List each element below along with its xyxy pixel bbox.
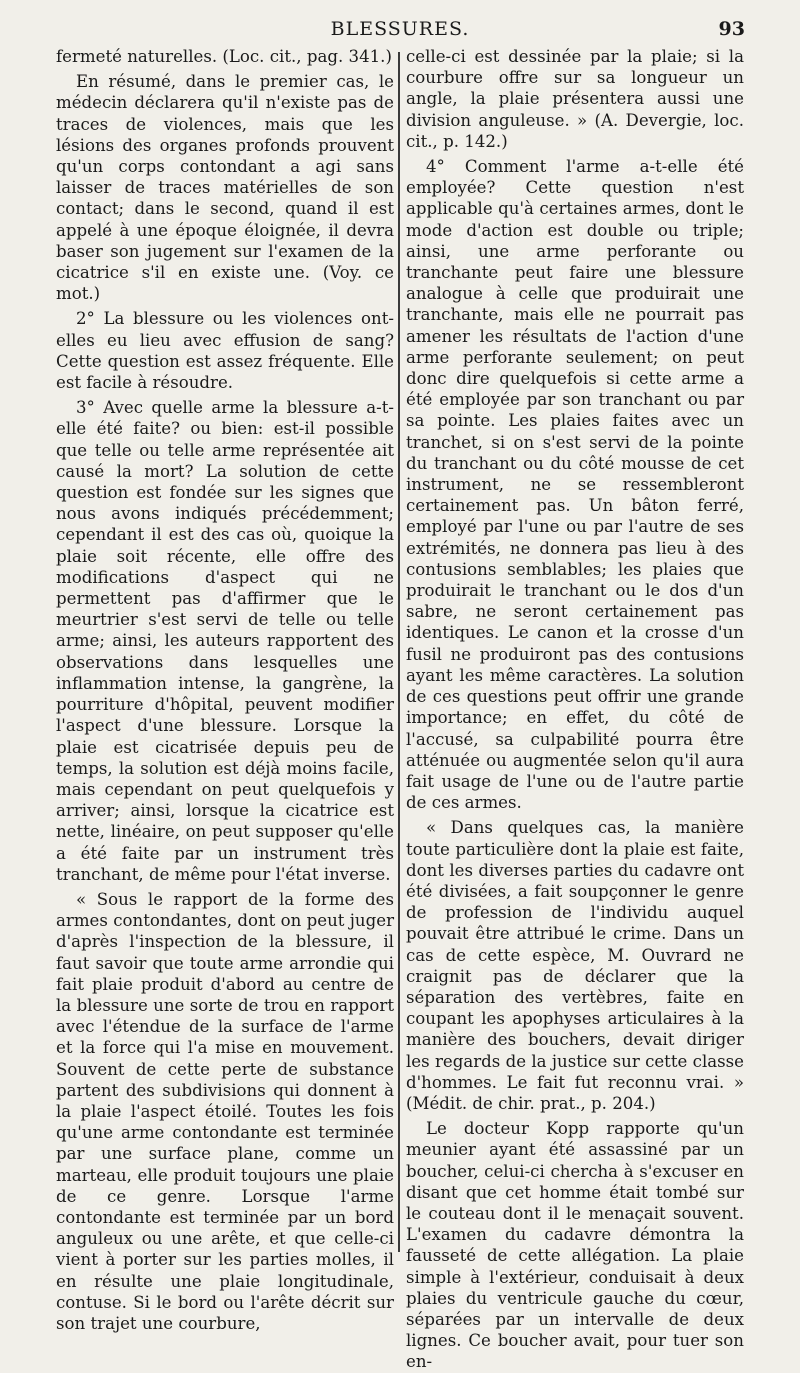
page-number: 93 <box>718 18 745 40</box>
paragraph: 4° Comment l'arme a-t-elle été employée? Cette question n'est applicable qu'à certaines armes, dont le mode d'action est double ou triple; ainsi, une arme perforante ou tranchante peut faire une blessure analogue à celle que produirait une tranchante, mais elle ne pourrait pas amener les résultats de l'action d'une arme perforante seulement; on peut donc dire quelquefois si cette arme a été employée par son tranchant ou par sa pointe. Les plaies faites avec un tranchet, si on s'est servi de la pointe du tranchant ou du côté mousse de cet instrument, ne se ressembleront certainement pas. Un bâton ferré, employé par l'une ou par l'autre de ses extrémités, ne donnera pas lieu à des contusions semblables; les plaies que produirait le tranchant ou le dos d'un sabre, ne seront certainement pas identiques. Le canon et la crosse d'un fusil ne produiront pas des contusions ayant les même caractères. La solution de ces questions peut offrir une grande importance; en effet, du côté de l'accusé, sa culpabilité pourra être atténuée ou augmentée selon qu'il aura fait usage de l'une ou de l'autre partie de ces armes. <box>406 157 744 813</box>
right-column <box>406 46 744 1373</box>
paragraph: Le docteur Kopp rapporte qu'un meunier ayant été assassiné par un boucher, celui-ci chercha à s'excuser en disant que cet homme était tombé sur le couteau dont il le menaçait souvent. L'examen du cadavre démontra la fausseté de cette allégation. La plaie simple à l'extérieur, conduisait à deux plaies du ventricule gauche du cœur, séparées par un intervalle de deux lignes. Ce boucher avait, pour tuer son en- <box>406 1119 744 1372</box>
paragraph: celle-ci est dessinée par la plaie; si la courbure offre sur sa longueur un angle, la plaie présentera aussi une division anguleuse. » (A. Devergie, loc. cit., p. 142.) <box>406 47 744 151</box>
running-head <box>55 18 745 46</box>
paragraph: En résumé, dans le premier cas, le médecin déclarera qu'il n'existe pas de traces de violences, mais que les lésions des organes profonds prouvent qu'un corps contondant a agi sans laisser de traces matérielles de son contact; dans le second, quand il est appelé à une époque éloignée, il devra baser son jugement sur l'examen de la cicatrice s'il en existe une. (Voy. ce mot.) <box>56 72 394 304</box>
paragraph: fermeté naturelles. (Loc. cit., pag. 341.) <box>56 47 392 66</box>
left-column <box>56 46 394 1334</box>
column-rule <box>398 52 400 1252</box>
running-title: BLESSURES. <box>330 18 470 40</box>
paragraph: 2° La blessure ou les violences ont-elles eu lieu avec effusion de sang? Cette question est assez fréquente. Elle est facile à résoudre. <box>56 309 394 393</box>
paragraph: « Sous le rapport de la forme des armes contondantes, dont on peut juger d'après l'inspection de la blessure, il faut savoir que toute arme arrondie qui fait plaie produit d'abord au centre de la blessure une sorte de trou en rapport avec l'étendue de la surface de l'arme et la force qui l'a mise en mouvement. Souvent de cette perte de substance partent des subdivisions qui donnent à la plaie l'aspect étoilé. Toutes les fois qu'une arme contondante est terminée par une surface plane, comme un marteau, elle produit toujours une plaie de ce genre. Lorsque l'arme contondante est terminée par un bord anguleux ou une arête, et que celle-ci vient à porter sur les parties molles, il en résulte une plaie longitudinale, contuse. Si le bord ou l'arête décrit sur son trajet une courbure, <box>56 889 394 1333</box>
paragraph: 3° Avec quelle arme la blessure a-t-elle été faite? ou bien: est-il possible que telle ou telle arme représentée ait causé la mort? La solution de cette question est fondée sur les signes que nous avons indiqués précédemment; cependant il est des cas où, quoique la plaie soit récente, elle offre des modifications d'aspect qui ne permettent pas d'affirmer que le meurtrier s'est servi de telle ou telle arme; ainsi, les auteurs rapportent des observations dans lesquelles une inflammation intense, la gangrène, la pourriture d'hôpital, peuvent modifier l'aspect d'une blessure. Lorsque la plaie est cicatrisée depuis peu de temps, la solution est déjà moins facile, mais cependant on peut quelquefois y arriver; ainsi, lorsque la cicatrice est nette, linéaire, on peut supposer qu'elle a été faite par un instrument très tranchant, de même pour l'état inverse. <box>56 398 394 884</box>
paragraph: « Dans quelques cas, la manière toute particulière dont la plaie est faite, dont les diverses parties du cadavre ont été divisées, a fait soupçonner le genre de profession de l'individu auquel pouvait être attribué le crime. Dans un cas de cette espèce, M. Ouvrard ne craignit pas de déclarer que la séparation des vertèbres, faite en coupant les apophyses articulaires à la manière des bouchers, devait diriger les regards de la justice sur cette classe d'hommes. Le fait fut reconnu vrai. » (Médit. de chir. prat., p. 204.) <box>406 818 744 1113</box>
